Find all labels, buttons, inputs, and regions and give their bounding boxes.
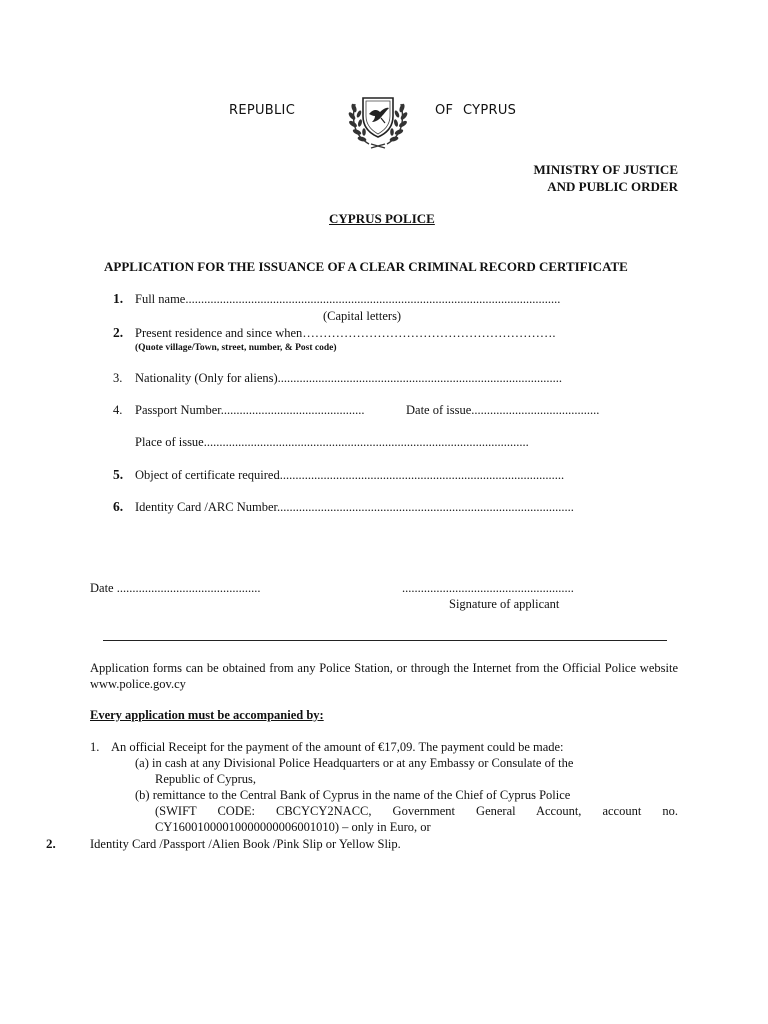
item-2-number: 2. (46, 836, 56, 851)
header-of: OF (435, 103, 454, 118)
field-object-of-certificate-label: Object of certificate required (135, 468, 280, 482)
field-object-of-certificate-dots: ........................................................................................... (279, 468, 565, 482)
field-passport-number[interactable] (135, 403, 365, 418)
item-2-text: Identity Card /Passport /Alien Book /Pink Slip or Yellow Slip. (90, 837, 401, 851)
field-passport-number-label: Passport Number (135, 403, 221, 417)
field-place-of-issue-label: Place of issue (135, 435, 204, 449)
field-date-of-issue[interactable] (406, 403, 599, 418)
field-full-name-dots: ........................................................................................................................ (185, 292, 561, 306)
field-residence-dots: ……………………………………………………. (302, 326, 556, 340)
cyprus-police-heading: CYPRUS POLICE (329, 211, 435, 226)
field-2-number: 2. (113, 325, 124, 340)
field-nationality[interactable] (135, 371, 562, 386)
field-nationality-dots: ........................................................................................... (277, 371, 563, 385)
date-field[interactable] (90, 581, 260, 596)
field-full-name-label: Full name (135, 292, 186, 306)
intro-paragraph: Application forms can be obtained from any Police Station, or through the Internet from the Official Police website www.police.gov.cy (90, 661, 678, 691)
header-republic: REPUBLIC (229, 103, 296, 118)
item-1-text: An official Receipt for the payment of the amount of €17,09. The payment could be made: (111, 740, 564, 754)
item-1b-line-1: (b) remittance to the Central Bank of Cyprus in the name of the Chief of Cyprus Police (135, 788, 571, 802)
field-full-name-hint: (Capital letters) (323, 309, 402, 323)
item-1b-line-3: CY16001000010000000006001010) – only in Euro, or (155, 820, 431, 834)
signature-field[interactable]: ....................................................... (402, 581, 574, 595)
field-residence-label: Present residence and since when (135, 326, 303, 340)
page-title: APPLICATION FOR THE ISSUANCE OF A CLEAR CRIMINAL RECORD CERTIFICATE (104, 259, 628, 274)
field-1-number: 1. (113, 291, 124, 306)
field-full-name[interactable] (135, 292, 560, 307)
field-4-number: 4. (113, 403, 123, 417)
date-label: Date (90, 581, 114, 595)
field-identity-card[interactable] (135, 500, 574, 515)
item-1a-line-1: (a) in cash at any Divisional Police Headquarters or at any Embassy or Consulate of the (135, 756, 574, 770)
ministry-line-1: MINISTRY OF JUSTICE (533, 162, 678, 177)
field-5-number: 5. (113, 467, 124, 482)
item-1a-line-2: Republic of Cyprus, (155, 772, 257, 786)
date-dots: .............................................. (116, 581, 261, 595)
field-date-of-issue-dots: ......................................... (471, 403, 600, 417)
section-divider (103, 640, 667, 641)
field-date-of-issue-label: Date of issue (406, 403, 472, 417)
field-identity-card-dots: ............................................................................................... (277, 500, 574, 514)
field-object-of-certificate[interactable] (135, 468, 564, 483)
header-cyprus: CYPRUS (463, 103, 517, 118)
cyprus-coat-of-arms-icon (347, 92, 409, 150)
field-passport-number-dots: .............................................. (220, 403, 365, 417)
field-6-number: 6. (113, 499, 124, 514)
item-1-number: 1. (90, 740, 100, 754)
ministry-line-2: AND PUBLIC ORDER (547, 179, 678, 194)
item-1b-line-2: (SWIFT CODE: CBCYCY2NACC, Government General Account, account no. (155, 804, 678, 818)
field-residence-hint: (Quote village/Town, street, number, & Post code) (135, 343, 337, 353)
field-nationality-label: Nationality (Only for aliens) (135, 371, 278, 385)
field-identity-card-label: Identity Card /ARC Number (135, 500, 277, 514)
field-3-number: 3. (113, 371, 123, 385)
signature-label: Signature of applicant (449, 597, 560, 611)
field-residence[interactable] (135, 326, 555, 341)
field-place-of-issue[interactable] (135, 435, 529, 450)
must-accompany-heading: Every application must be accompanied by: (90, 708, 324, 722)
field-place-of-issue-dots: ........................................................................................................ (203, 435, 529, 449)
